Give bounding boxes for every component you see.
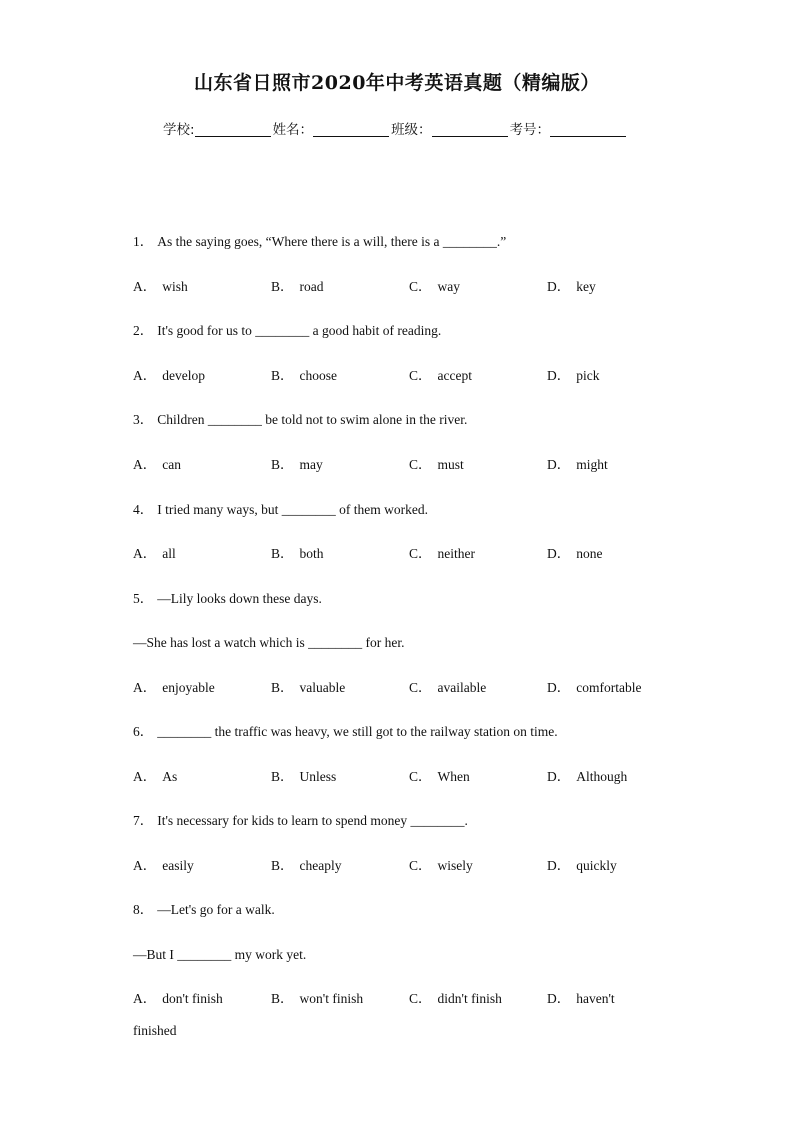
option-b: B． valuable (271, 680, 346, 695)
option-a: A． all (133, 546, 176, 561)
class-label: 班级： (391, 122, 432, 138)
option-c: C． must (409, 457, 464, 472)
name-blank[interactable] (313, 122, 389, 137)
question-number: 3． (133, 412, 154, 427)
question-stem: It's good for us to ________ a good habit of reading. (157, 323, 442, 338)
option-d: D． key (547, 279, 596, 294)
option-a: A． easily (133, 858, 194, 873)
question-stem: —Let's go for a walk. (157, 902, 275, 917)
question-4 (133, 501, 428, 519)
option-a: A． don't finish (133, 991, 223, 1006)
option-d: D． quickly (547, 858, 617, 873)
class-blank[interactable] (432, 122, 508, 137)
exam-no-label: 考号： (509, 122, 551, 138)
question-6 (133, 723, 558, 741)
option-d: D． Although (547, 769, 628, 784)
question-number: 5． (133, 591, 154, 606)
question-3 (133, 411, 467, 429)
option-c: C． didn't finish (409, 991, 502, 1006)
question-number: 1． (133, 234, 154, 249)
option-d: D． pick (547, 368, 600, 383)
option-c: C． available (409, 680, 487, 695)
option-b: B． both (271, 546, 324, 561)
option-a: A． develop (133, 368, 205, 383)
option-a: A． enjoyable (133, 680, 215, 695)
option-b: B． road (271, 279, 324, 294)
exam-no-blank[interactable] (550, 122, 626, 137)
page-title: 山东省日照市2020年中考英语真题（精编版） (194, 72, 600, 94)
option-c: C． When (409, 769, 470, 784)
option-d: D． comfortable (547, 680, 642, 695)
school-label: 学校: (163, 122, 195, 138)
option-b: B． may (271, 457, 323, 472)
question-5 (133, 590, 322, 608)
option-b: B． won't finish (271, 991, 364, 1006)
question-stem: As the saying goes, “Where there is a will, there is a ________.” (157, 234, 507, 249)
option-d-continuation: finished (133, 1023, 177, 1038)
option-d: D． might (547, 457, 608, 472)
option-a: A． can (133, 457, 181, 472)
question-7 (133, 812, 468, 830)
question-8-reply (133, 946, 306, 964)
question-stem: I tried many ways, but ________ of them worked. (157, 502, 428, 517)
question-stem-reply: —She has lost a watch which is ________ for her. (133, 635, 405, 650)
option-b: B． cheaply (271, 858, 342, 873)
option-d: D． none (547, 546, 603, 561)
option-b: B． choose (271, 368, 338, 383)
option-c: C． accept (409, 368, 472, 383)
option-a: A． As (133, 769, 178, 784)
question-number: 8． (133, 902, 154, 917)
option-a: A． wish (133, 279, 188, 294)
option-c: C． way (409, 279, 461, 294)
option-c: C． wisely (409, 858, 473, 873)
student-info-line (163, 118, 628, 138)
question-8 (133, 901, 275, 919)
question-number: 4． (133, 502, 154, 517)
question-stem-reply: —But I ________ my work yet. (133, 947, 307, 962)
question-stem: Children ________ be told not to swim alone in the river. (157, 412, 468, 427)
question-number: 7． (133, 813, 154, 828)
question-stem: ________ the traffic was heavy, we still got to the railway station on time. (157, 724, 558, 739)
option-d: D． haven't (547, 991, 615, 1006)
school-blank[interactable] (195, 122, 271, 137)
name-label: 姓名： (272, 122, 314, 138)
question-5-reply (133, 634, 404, 652)
question-2 (133, 322, 441, 340)
question-number: 6． (133, 724, 154, 739)
question-stem: —Lily looks down these days. (157, 591, 322, 606)
question-stem: It's necessary for kids to learn to spend money ________. (157, 813, 468, 828)
question-1 (133, 233, 506, 251)
question-number: 2． (133, 323, 154, 338)
option-c: C． neither (409, 546, 475, 561)
option-b: B． Unless (271, 769, 337, 784)
